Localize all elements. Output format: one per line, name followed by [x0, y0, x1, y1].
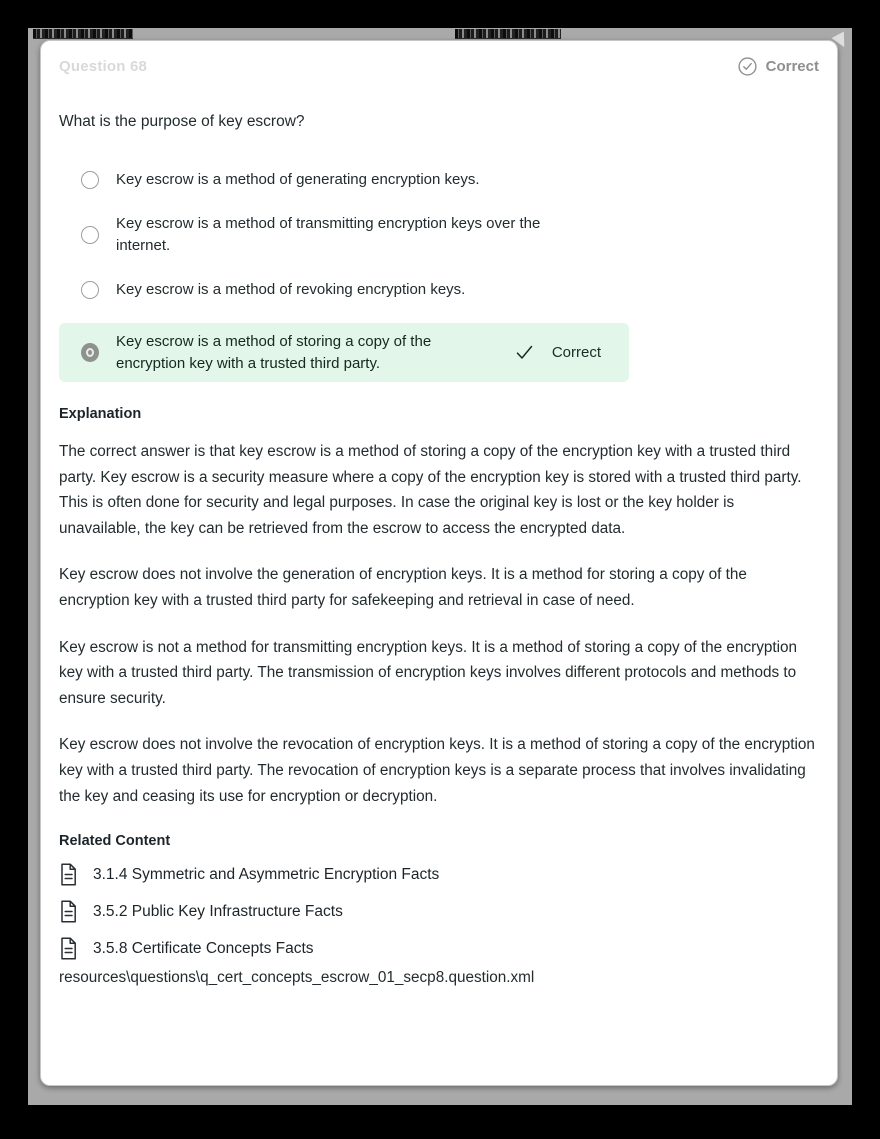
status-badge [738, 57, 819, 76]
radio-button[interactable] [81, 226, 99, 244]
related-content-heading: Related Content [59, 833, 171, 850]
option-row[interactable] [59, 169, 819, 191]
correct-label: Correct [551, 344, 601, 361]
option-row[interactable] [59, 279, 819, 301]
radio-button-selected[interactable] [81, 343, 99, 362]
check-circle-icon [738, 57, 757, 76]
related-content-label[interactable]: 3.1.4 Symmetric and Asymmetric Encryption Facts [93, 865, 440, 883]
obscured-text-left [33, 29, 133, 39]
explanation-paragraph: Key escrow is not a method for transmitting encryption keys. It is a method of storing a copy of the encryption key with a trusted third party. The transmission of encryption keys involves different protocols and methods to ensure security. [59, 638, 798, 707]
related-content-section [59, 833, 819, 987]
option-label[interactable]: Key escrow is a method of storing a copy of the encryption key with a trusted third party. [116, 333, 432, 372]
related-content-link[interactable] [59, 863, 819, 886]
obscured-text-center [455, 29, 561, 39]
related-content-link[interactable] [59, 937, 819, 960]
option-row-correct[interactable] [59, 323, 629, 382]
radio-dot [86, 348, 94, 357]
radio-button[interactable] [81, 281, 99, 299]
document-icon [59, 863, 78, 886]
option-label[interactable]: Key escrow is a method of transmitting encryption keys over the internet. [116, 215, 541, 254]
explanation-paragraph: Key escrow does not involve the generation of encryption keys. It is a method for storing a copy of the encryption key with a trusted third party for safekeeping and retrieval in case of need. [59, 566, 747, 609]
check-icon [516, 345, 533, 360]
window-backdrop [28, 28, 852, 1105]
explanation-paragraph: The correct answer is that key escrow is a method of storing a copy of the encryption key with a trusted third party. Key escrow is a security measure where a copy of the encryption key is stored with a trusted third party. This is often done for security and legal purposes. In case the original key is lost or the key holder is unavailable, the key can be retrieved from the escrow to access the encrypted data. [59, 443, 802, 537]
question-card [40, 40, 838, 1086]
related-content-label[interactable]: 3.5.2 Public Key Infrastructure Facts [93, 902, 343, 920]
document-icon [59, 937, 78, 960]
option-row[interactable] [59, 213, 819, 257]
question-source-path: resources\questions\q_cert_concepts_escrow_01_secp8.question.xml [59, 969, 535, 987]
options-list [59, 169, 819, 382]
status-label: Correct [765, 57, 819, 75]
question-number: Question 68 [59, 57, 148, 75]
option-label[interactable]: Key escrow is a method of revoking encryption keys. [116, 281, 466, 298]
explanation-paragraph: Key escrow does not involve the revocation of encryption keys. It is a method of storing a copy of the encryption key with a trusted third party. The revocation of encryption keys is a separate process that involves invalidating the key and ceasing its use for encryption or decryption. [59, 736, 815, 805]
question-text: What is the purpose of key escrow? [59, 113, 305, 130]
related-content-link[interactable] [59, 900, 819, 923]
related-content-label[interactable]: 3.5.8 Certificate Concepts Facts [93, 939, 314, 957]
correct-indicator [516, 344, 615, 361]
card-header [59, 55, 819, 77]
radio-button[interactable] [81, 171, 99, 189]
option-label[interactable]: Key escrow is a method of generating encryption keys. [116, 171, 480, 188]
explanation-heading: Explanation [59, 406, 142, 422]
document-icon [59, 900, 78, 923]
